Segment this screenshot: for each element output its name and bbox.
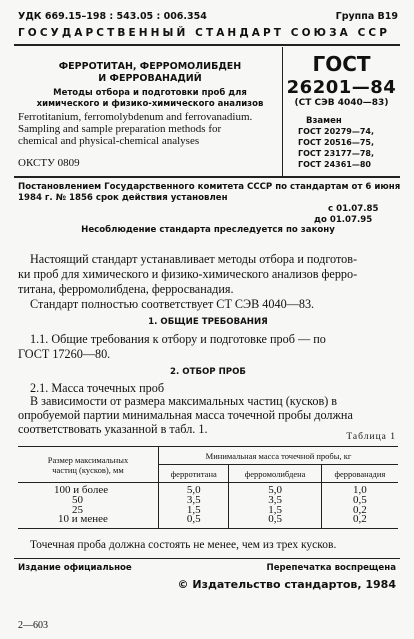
decree-line2: 1984 г. № 1856 срок действия установлен <box>18 193 228 203</box>
compliance-notice: Несоблюдение стандарта преследуется по закону <box>81 225 335 235</box>
gost-number: 26201—84 <box>286 77 397 98</box>
table1-cell: 1,5 <box>159 506 229 516</box>
intro-line1: Настоящий стандарт устанавливает методы отбора и подготов- <box>30 252 358 266</box>
subtitle-ru-line2: химического и физико-химического анализов <box>36 99 264 109</box>
replaced-standard: ГОСТ 24361—80 <box>298 160 371 169</box>
gost-label: ГОСТ <box>312 52 371 76</box>
table1-size-header-line1: Размер максимальных <box>47 454 129 465</box>
table1-cell: 0,2 <box>321 515 398 528</box>
title-en-line3: chemical and physical-chemical analyses <box>18 135 200 147</box>
okstu-code: ОКСТУ 0809 <box>18 157 80 169</box>
replaced-label: Взамен <box>306 116 342 126</box>
table1-size-header <box>18 447 159 483</box>
footer-rule <box>14 558 400 559</box>
section2-subheading: 2.1. Масса точечных проб <box>30 381 165 395</box>
after-table-text: Точечная проба должна состоять не менее, чем из трех кусков. <box>30 539 337 551</box>
table1-col-ferrovanadium: феррованадия <box>321 465 398 483</box>
section1-heading: 1. ОБЩИЕ ТРЕБОВАНИЯ <box>148 317 268 327</box>
decree-line1: Постановлением Государственного комитета СССР по стандартам от 6 июня <box>18 182 401 192</box>
replaced-standard: ГОСТ 23177—78, <box>298 149 375 158</box>
group-code: Группа В19 <box>335 11 398 22</box>
table1-cell: 0,5 <box>321 496 398 506</box>
table1-cell: 1,0 <box>321 483 398 496</box>
table1-cell: 100 и более <box>54 484 109 496</box>
header-rule <box>14 44 400 46</box>
title-ru-line1: ФЕРРОТИТАН, ФЕРРОМОЛИБДЕН <box>58 61 242 72</box>
table1-col-ferromolybdenum: ферромолибдена <box>229 465 321 483</box>
validity-from: с 01.07.85 <box>328 204 379 214</box>
table1-cell: 1,5 <box>229 506 321 516</box>
st-sev-reference: (СТ СЭВ 4040—83) <box>294 98 389 108</box>
replaced-standard: ГОСТ 20279—74, <box>298 127 375 136</box>
intro-line4: Стандарт полностью соответствует СТ СЭВ 4040—83. <box>30 297 315 311</box>
section2-para-line3: соответствовать указанной в табл. 1. <box>18 422 208 436</box>
table1 <box>18 446 398 529</box>
table1-cell: 5,0 <box>159 483 229 496</box>
table-row <box>18 515 398 528</box>
reprint-prohibited: Перепечатка воспрещена <box>266 563 396 573</box>
table1-cell: 3,5 <box>159 496 229 506</box>
udk-code: УДК 669.15–198 : 543.05 : 006.354 <box>18 11 207 22</box>
title-en-line1: Ferrotitanium, ferromolybdenum and ferrovanadium. <box>18 111 253 123</box>
table1-group-header: Минимальная масса точечной пробы, кг <box>159 447 399 465</box>
copyright-notice: © Издательство стандартов, 1984 <box>177 578 396 591</box>
table1-cell: 50 <box>72 493 83 506</box>
table1-size-header-line2: частиц (кусков), мм <box>52 464 124 475</box>
table1-cell: 0,5 <box>229 515 321 528</box>
intro-line3: титана, ферромолибдена, ферросванадия. <box>18 282 234 296</box>
validity-to: до 01.07.95 <box>314 215 373 225</box>
subtitle-ru-line1: Методы отбора и подготовки проб для <box>53 88 247 98</box>
title-bottom-rule <box>14 176 400 178</box>
section2-heading: 2. ОТБОР ПРОБ <box>170 367 246 377</box>
title-ru-line2: И ФЕРРОВАНАДИЙ <box>98 73 202 84</box>
table1-cell: 3,5 <box>229 496 321 506</box>
table1-cell: 5,0 <box>229 483 321 496</box>
table1-cell: 10 и менее <box>58 513 108 526</box>
section2-para-line1: В зависимости от размера максимальных частиц (кусков) в <box>30 394 338 408</box>
intro-line2: ки проб для химического и физико-химического анализов ферро- <box>18 267 358 281</box>
replaced-standard: ГОСТ 20516—75, <box>298 138 375 147</box>
table1-cell: 25 <box>72 503 83 516</box>
table1-col-ferrotitanium: ферротитана <box>159 465 229 483</box>
table1-cell: 0,2 <box>321 506 398 516</box>
official-edition: Издание официальное <box>18 563 132 573</box>
standard-banner: ГОСУДАРСТВЕННЫЙ СТАНДАРТ СОЮЗА ССР <box>18 27 391 39</box>
section1-para-line2: ГОСТ 17260—80. <box>18 347 111 361</box>
page-code: 2—603 <box>18 620 48 631</box>
table1-caption: Таблица 1 <box>346 432 396 442</box>
table1-cell: 0,5 <box>159 515 229 528</box>
title-en-line2: Sampling and sample preparation methods for <box>18 123 222 135</box>
section2-para-line2: опробуемой партии минимальная масса точечной пробы должна <box>18 408 353 422</box>
section1-para-line1: 1.1. Общие требования к отбору и подготовке проб — по <box>30 332 326 346</box>
